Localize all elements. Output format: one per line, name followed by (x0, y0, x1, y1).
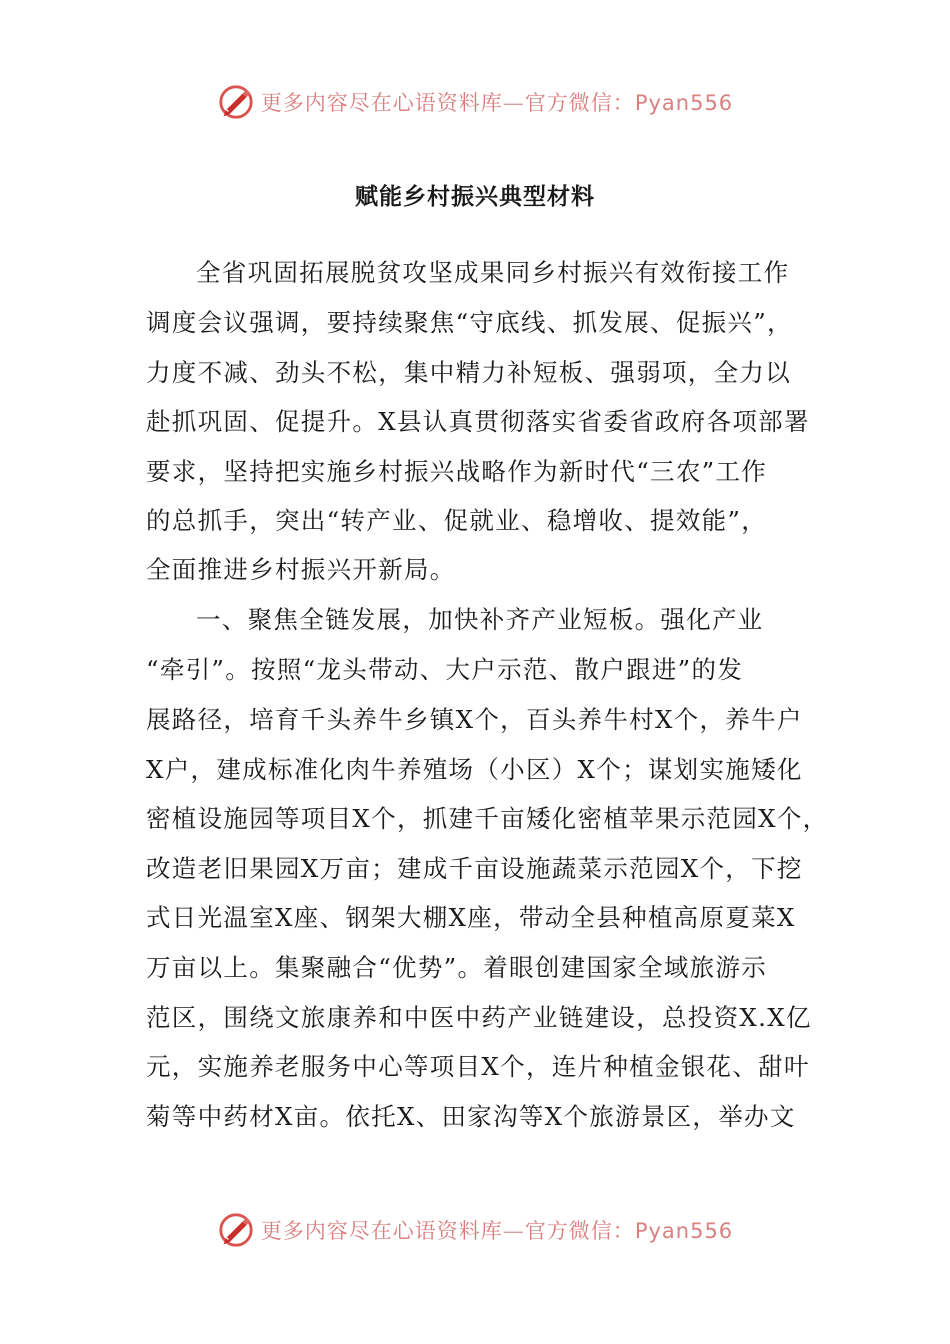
body-line: 全省巩固拓展脱贫攻坚成果同乡村振兴有效衔接工作 (196, 258, 790, 287)
body-line: 万亩以上。集聚融合“优势”。着眼创建国家全域旅游示 (146, 953, 768, 982)
watermark-wechat-id: Pyan556 (634, 91, 734, 115)
body-line: 改造老旧果园X万亩；建成千亩设施蔬菜示范园X个，下挖 (146, 854, 803, 883)
pen-logo-icon (217, 1211, 255, 1249)
watermark-wechat-label: 官方微信： (524, 1219, 635, 1243)
body-line: 赴抓巩固、促提升。X县认真贯彻落实省委省政府各项部署 (146, 407, 810, 436)
watermark-wechat-label: 官方微信： (524, 91, 635, 115)
body-line: 展路径，培育千头养牛乡镇X个，百头养牛村X个，养牛户 (146, 705, 803, 734)
body-line: 调度会议强调，要持续聚焦“守底线、抓发展、促振兴”， (146, 308, 793, 337)
body-line: 的总抓手，突出“转产业、促就业、稳增收、提效能”， (146, 506, 768, 535)
body-line: 密植设施园等项目X个，抓建千亩矮化密植苹果示范园X个， (146, 804, 829, 833)
body-line: 式日光温室X座、钢架大棚X座，带动全县种植高原夏菜X (146, 903, 796, 932)
body-line: X户，建成标准化肉牛养殖场（小区）X个；谋划实施矮化 (146, 755, 803, 784)
watermark-wechat-id: Pyan556 (634, 1219, 734, 1243)
body-line: 全面推进乡村振兴开新局。 (146, 555, 456, 584)
body-line: 要求，坚持把实施乡村振兴战略作为新时代“三农”工作 (146, 457, 768, 486)
watermark-text: 更多内容尽在心语资料库 (260, 91, 503, 115)
watermark-separator: — (502, 1219, 525, 1243)
body-line: 一、聚焦全链发展，加快补齐产业短板。强化产业 (196, 605, 764, 634)
body-line: 范区，围绕文旅康养和中医中药产业链建设，总投资X.X亿 (146, 1003, 812, 1032)
body-line: “牵引”。按照“龙头带动、大户示范、散户跟进”的发 (146, 655, 744, 684)
footer-watermark (0, 1210, 950, 1250)
pen-logo-icon (217, 83, 255, 121)
document-title: 赋能乡村振兴典型材料 (355, 183, 595, 210)
watermark-separator: — (502, 91, 525, 115)
body-line: 元，实施养老服务中心等项目X个，连片种植金银花、甜叶 (146, 1052, 810, 1081)
body-line: 菊等中药材X亩。依托X、田家沟等X个旅游景区，举办文 (146, 1102, 796, 1131)
header-watermark (0, 82, 950, 122)
body-line: 力度不减、劲头不松，集中精力补短板、强弱项，全力以 (146, 358, 791, 387)
watermark-text: 更多内容尽在心语资料库 (260, 1219, 503, 1243)
